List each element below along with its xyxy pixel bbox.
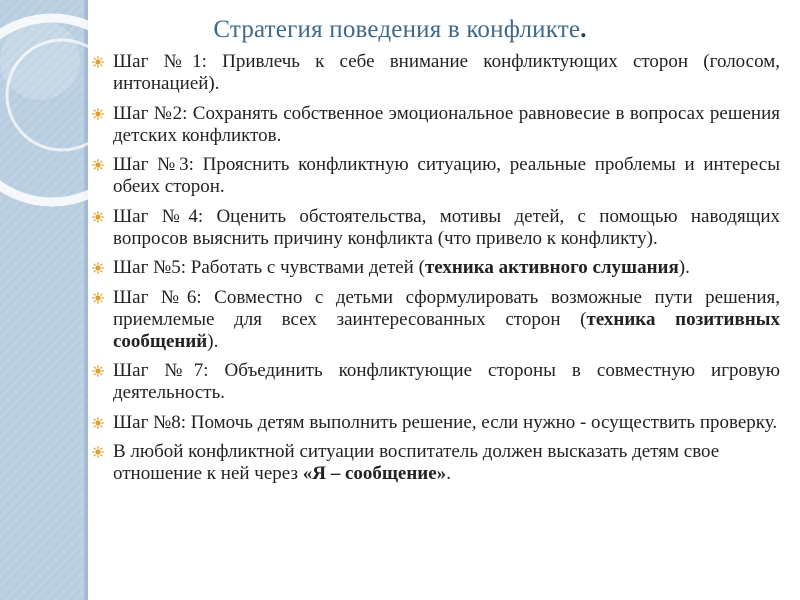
item-text-bold: техника позитивных сообщений — [113, 308, 780, 352]
sun-bullet-icon — [92, 292, 104, 304]
list-item — [92, 412, 780, 434]
list-item — [92, 441, 780, 485]
list-item — [92, 103, 780, 147]
title-text: Стратегия поведения в конфликте — [213, 16, 581, 43]
sun-bullet-icon — [92, 108, 104, 120]
item-text-bold: «Я – сообщение» — [302, 463, 447, 484]
strategy-list — [92, 51, 780, 485]
item-text: Шаг №7: Объединить конфликтующие стороны в совместную игровую деятельность. — [113, 360, 780, 403]
sun-bullet-icon — [92, 159, 104, 171]
sun-bullet-icon — [92, 365, 104, 377]
item-text-post: . — [446, 463, 451, 484]
list-item — [92, 287, 780, 353]
sun-bullet-icon — [92, 262, 104, 274]
item-text: Шаг №8: Помочь детям выполнить решение, если нужно - осуществить проверку. — [113, 411, 778, 433]
sun-bullet-icon — [92, 446, 104, 458]
list-item — [92, 206, 780, 250]
item-text-post: ). — [678, 257, 690, 278]
item-text-pre: В любой конфликтной ситуации воспитатель должен высказать детям свое отношение к ней через — [113, 441, 720, 484]
list-item — [92, 257, 780, 279]
sun-bullet-icon — [92, 56, 104, 68]
item-text: Шаг №3: Прояснить конфликтную ситуацию, реальные проблемы и интересы обеих сторон. — [113, 154, 780, 197]
title-dot: . — [580, 16, 587, 43]
item-text: Шаг №4: Оценить обстоятельства, мотивы детей, с помощью наводящих вопросов выяснить причину конфликта (что привело к конфликту). — [113, 205, 780, 249]
list-item — [92, 154, 780, 198]
sun-bullet-icon — [92, 417, 104, 429]
list-item — [92, 51, 780, 95]
item-text: Шаг №1: Привлечь к себе внимание конфликтующих сторон (голосом, интонацией). — [113, 51, 780, 94]
item-text-pre: Шаг №6: Совместно с детьми сформулировать возможные пути решения, приемлемые для всех заинтересованных сторон ( — [113, 286, 780, 330]
item-text-post: ). — [207, 330, 219, 352]
item-text-bold: техника активного слушания — [424, 257, 679, 278]
item-text-pre: Шаг №5: Работать с чувствами детей ( — [113, 257, 425, 278]
slide-title — [0, 16, 800, 44]
item-text: Шаг №2: Сохранять собственное эмоциональное равновесие в вопросах решения детских конфликтов. — [113, 102, 780, 146]
list-item — [92, 360, 780, 404]
sun-bullet-icon — [92, 211, 104, 223]
